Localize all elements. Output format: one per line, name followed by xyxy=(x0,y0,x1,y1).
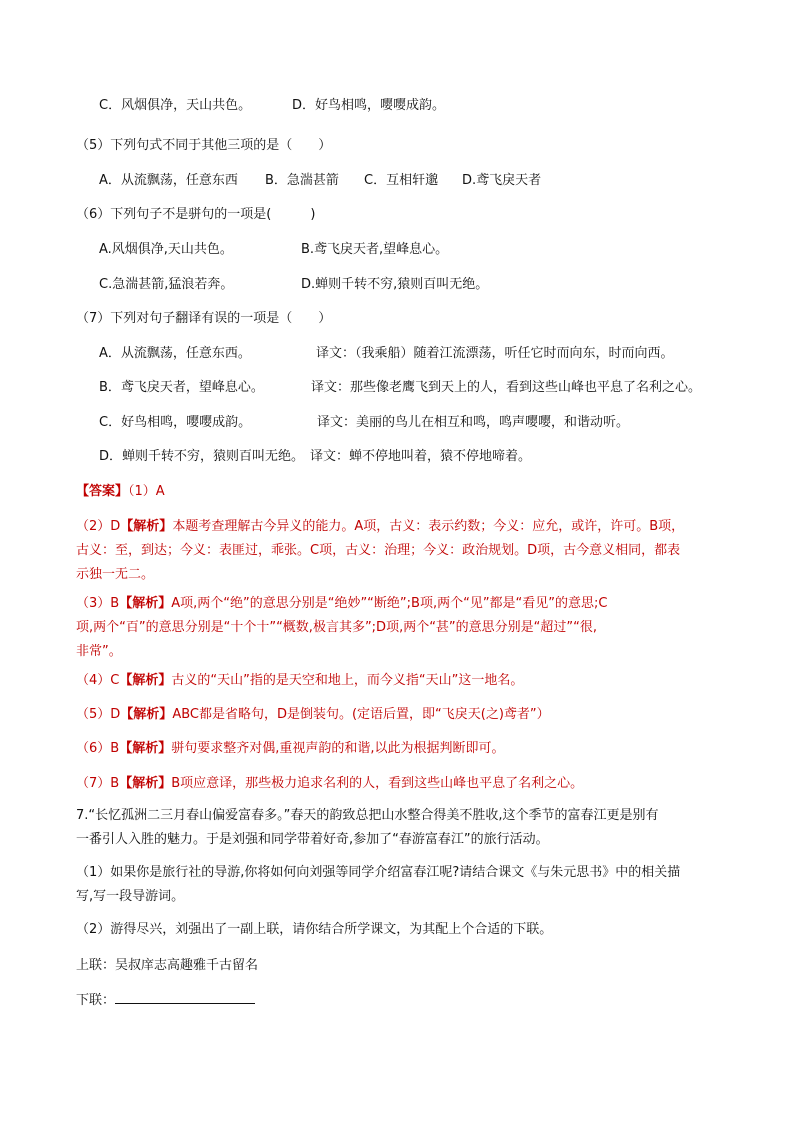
answer-2-line1 xyxy=(76,518,684,536)
answer-3-text-1: A项,两个“绝”的意思分别是“绝妙”“断绝”;B项,两个“见”都是“看见”的意思;C xyxy=(171,596,608,611)
answer-3-line2: 项,两个“百”的意思分别是“十个十”“概数,极言其多”;D项,两个“甚”的意思分别是“超过”“很, xyxy=(76,620,598,635)
answer-5-prefix: （5）D xyxy=(76,707,121,722)
q6-option-d: D.蝉则千转不穷,猿则百叫无绝。 xyxy=(301,277,489,292)
q6-option-c: C.急湍甚箭,猛浪若奔。 xyxy=(99,277,234,292)
answer-1-text: （1）A xyxy=(128,484,165,499)
answer-6 xyxy=(76,740,504,758)
question-7-part1-line1: （1）如果你是旅行社的导游,你将如何向刘强等同学介绍富春江呢?请结合课文《与朱元思书》中的相关描 xyxy=(76,865,681,880)
lower-couplet-blank[interactable] xyxy=(115,990,255,1004)
answer-5-text: ABC都是省略句，D是倒装句。(定语后置，即“飞戾天(之)鸢者”） xyxy=(172,707,550,722)
q5-option-a: A．从流飘荡，任意东西 xyxy=(99,173,238,188)
q6-option-a: A.风烟俱净,天山共色。 xyxy=(99,242,233,257)
answer-2-line2: 古义：至，到达；今义：表匪过，乖张。C项，古义：治理；今义：政治规划。D项，古今意义相同，都表 xyxy=(76,543,681,558)
analysis-label: 【解析】 xyxy=(119,673,172,688)
answer-4 xyxy=(76,672,523,690)
analysis-label: 【解析】 xyxy=(120,519,173,534)
answer-4-text: 古义的“天山”指的是天空和地上，而今义指“天山”这一地名。 xyxy=(171,673,524,688)
question-7-intro-line2: 一番引人入胜的魅力。于是刘强和同学带着好奇,参加了“春游富春江”的旅行活动。 xyxy=(76,832,549,847)
answer-2-text-1: 本题考查理解古今异义的能力。A项，古义：表示约数；今义：应允，或许，许可。B项， xyxy=(172,519,685,534)
lower-couplet-label: 下联： xyxy=(76,993,116,1008)
answer-2-prefix: （2）D xyxy=(76,519,121,534)
answer-3-prefix: （3）B xyxy=(76,596,120,611)
q5-option-b: B．急湍甚箭 xyxy=(265,173,339,188)
q7-option-a: A．从流飘荡，任意东西。 xyxy=(99,346,251,361)
analysis-label: 【解析】 xyxy=(119,776,172,791)
q7-option-b: B．鸢飞戾天者，望峰息心。 xyxy=(99,380,264,395)
answer-7-text: B项应意译，那些极力追求名利的人，看到这些山峰也平息了名利之心。 xyxy=(171,776,584,791)
q7-option-a-translation: 译文：（我乘船）随着江流漂荡，听任它时而向东，时而向西。 xyxy=(316,346,674,361)
q7-option-b-translation: 译文：那些像老鹰飞到天上的人，看到这些山峰也平息了名利之心。 xyxy=(311,380,702,395)
answer-label: 【答案】 xyxy=(76,484,129,499)
answer-7 xyxy=(76,775,583,793)
q7-stem: （7）下列对句子翻译有误的一项是（ ） xyxy=(76,311,332,326)
answer-6-prefix: （6）B xyxy=(76,741,120,756)
upper-couplet: 上联：吴叔庠志高趣雅千古留名 xyxy=(76,958,259,973)
q5-option-d: D.鸢飞戾天者 xyxy=(462,173,542,188)
q6-stem: （6）下列句子不是骈句的一项是( ) xyxy=(76,207,316,222)
lower-couplet xyxy=(76,990,255,1010)
analysis-label: 【解析】 xyxy=(120,707,173,722)
q7-option-c-translation: 译文：美丽的鸟儿在相互和鸣，鸣声嘤嘤，和谐动听。 xyxy=(317,415,630,430)
q7-option-c: C．好鸟相鸣，嘤嘤成韵。 xyxy=(99,415,252,430)
answer-7-prefix: （7）B xyxy=(76,776,120,791)
answer-4-prefix: （4）C xyxy=(76,673,120,688)
analysis-label: 【解析】 xyxy=(119,741,172,756)
q5-option-c: C．互相轩邈 xyxy=(364,173,439,188)
question-7-intro-line1: 7.“长忆孤洲二三月春山偏爱富春多。”春天的韵致总把山水整合得美不胜收,这个季节的富春江更是别有 xyxy=(76,808,659,823)
q6-option-b: B.鸢飞戾天者,望峰息心。 xyxy=(301,242,449,257)
question-7-part1-line2: 写,写一段导游词。 xyxy=(76,889,185,904)
question-7-part2: （2）游得尽兴，刘强出了一副上联，请你结合所学课文，为其配上个合适的下联。 xyxy=(76,922,553,937)
analysis-label: 【解析】 xyxy=(119,596,172,611)
answer-2-line3: 示独一无二。 xyxy=(76,567,155,582)
q7-option-d-translation: 译文：蝉不停地叫着，猿不停地啼着。 xyxy=(310,449,532,464)
answer-3-line1 xyxy=(76,595,607,613)
answer-1 xyxy=(76,483,165,501)
q5-stem: （5）下列句式不同于其他三项的是（ ） xyxy=(76,138,332,153)
q7-option-d: D．蝉则千转不穷，猿则百叫无绝。 xyxy=(99,449,305,464)
q-option-d: D．好鸟相鸣，嘤嘤成韵。 xyxy=(292,98,446,113)
q-option-c: C．风烟俱净，天山共色。 xyxy=(99,98,252,113)
answer-6-text: 骈句要求整齐对偶,重视声韵的和谐,以此为根据判断即可。 xyxy=(171,741,505,756)
answer-5 xyxy=(76,706,550,724)
answer-3-line3: 非常”。 xyxy=(76,644,122,659)
